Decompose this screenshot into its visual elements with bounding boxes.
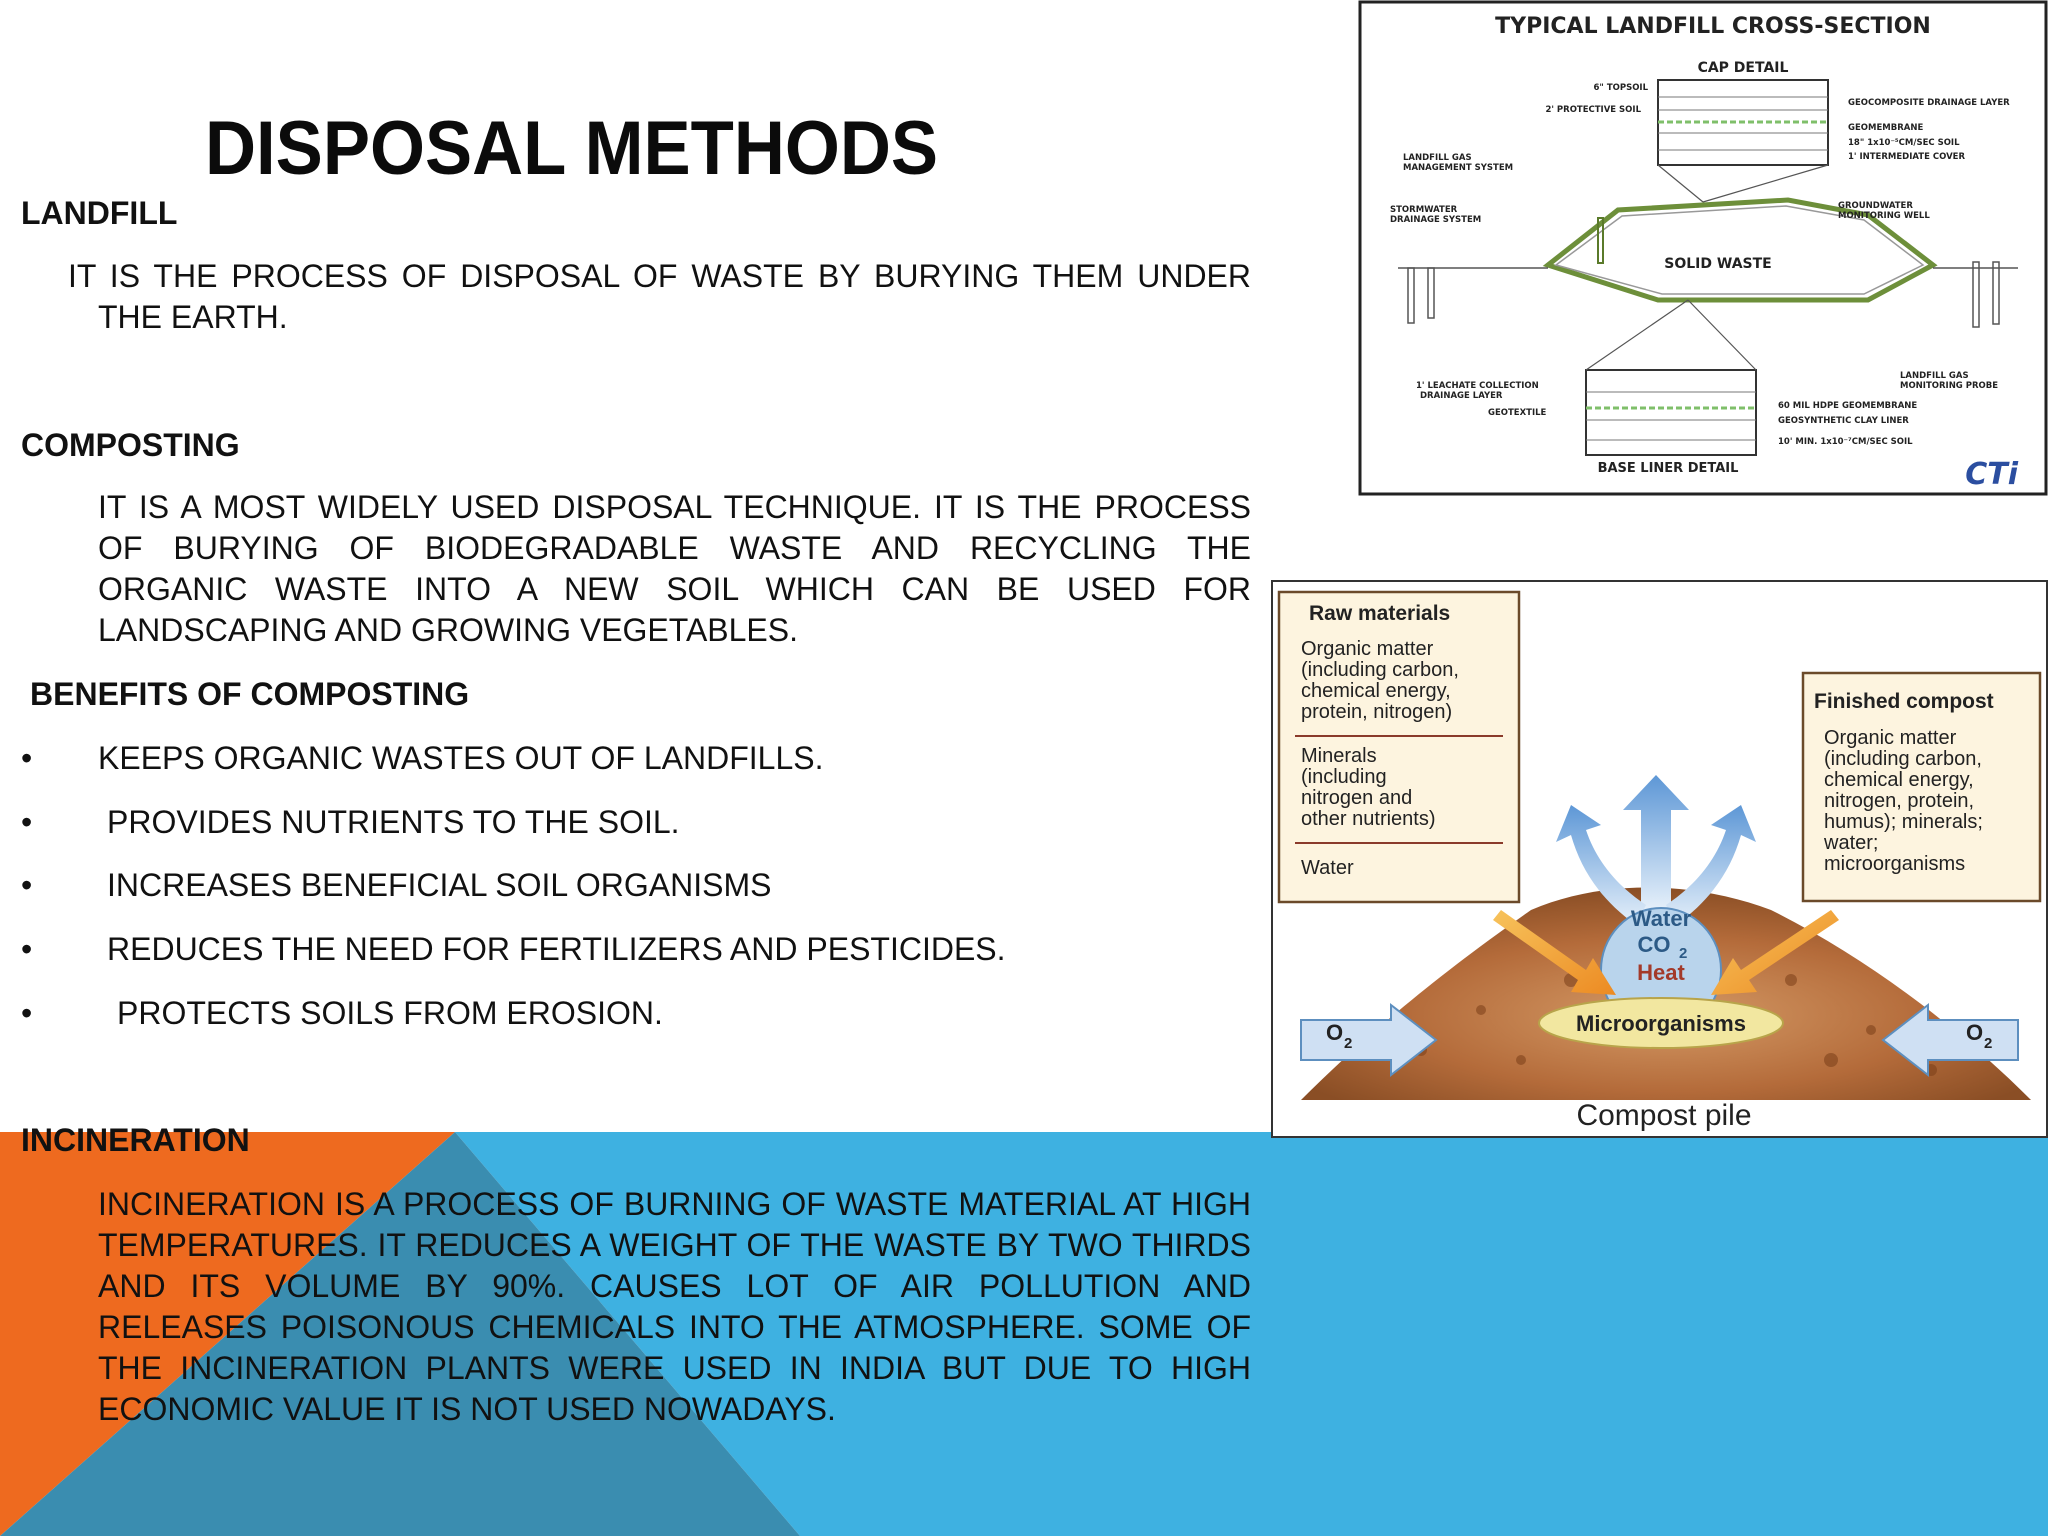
- label-geotextile: GEOTEXTILE: [1488, 408, 1547, 418]
- microorganisms-label: Microorganisms: [1576, 1011, 1746, 1036]
- label-leachate-2: DRAINAGE LAYER: [1420, 391, 1503, 401]
- label-base-soil: 10' MIN. 1x10⁻⁷CM/SEC SOIL: [1778, 437, 1913, 447]
- center-co2: CO: [1637, 932, 1671, 957]
- bullet-icon: •: [21, 740, 33, 776]
- label-gas-mgmt-1: LANDFILL GAS: [1403, 153, 1472, 163]
- raw-mineral-line: nitrogen and: [1301, 787, 1413, 809]
- bullet-icon: •: [21, 867, 33, 903]
- landfill-figure: [1358, 0, 2048, 496]
- label-topsoil: 6" TOPSOIL: [1593, 83, 1648, 93]
- center-co2-sub: 2: [1679, 945, 1688, 962]
- label-gas-probe-1: LANDFILL GAS: [1900, 371, 1969, 381]
- compost-caption: Compost pile: [1576, 1099, 1752, 1132]
- raw-organic-line: chemical energy,: [1301, 680, 1451, 702]
- label-cap-soil: 18" 1x10⁻⁵CM/SEC SOIL: [1848, 138, 1960, 148]
- label-gcl: GEOSYNTHETIC CLAY LINER: [1778, 416, 1909, 426]
- svg-text:O: [1966, 1020, 1983, 1045]
- raw-mineral-line: Minerals: [1301, 745, 1377, 767]
- o2-right: O: [1966, 1020, 1984, 1045]
- landfill-text-content: IT IS THE PROCESS OF DISPOSAL OF WASTE BY BURYING THEM UNDER THE EARTH.: [68, 258, 1251, 335]
- benefit-text: INCREASES BENEFICIAL SOIL ORGANISMS: [107, 867, 772, 903]
- label-geomembrane: GEOMEMBRANE: [1848, 123, 1924, 133]
- finished-line: nitrogen, protein,: [1824, 790, 1975, 812]
- label-stormwater-2: DRAINAGE SYSTEM: [1390, 215, 1482, 225]
- landfill-figure-title: TYPICAL LANDFILL CROSS-SECTION: [1495, 14, 1931, 39]
- finished-line: (including carbon,: [1824, 748, 1982, 770]
- raw-title: Raw materials: [1309, 602, 1451, 625]
- incineration-text: INCINERATION IS A PROCESS OF BURNING OF WASTE MATERIAL AT HIGH TEMPERATURES. IT REDUCES A WEIGHT OF THE WASTE BY TWO THIRDS AND ITS VOLUME BY 90%. CAUSES LOT OF AIR POLLUTION AND RELEASES POISONOUS CHEMICALS INTO THE ATMOSPHERE. SOME OF THE INCINERATION PLANTS WERE USED IN INDIA BUT DUE TO HIGH ECONOMIC VALUE IT IS NOT USED NOWADAYS.: [98, 1186, 1251, 1427]
- label-protective-soil: 2' PROTECTIVE SOIL: [1545, 105, 1641, 115]
- o2-left-sub: 2: [1344, 1035, 1353, 1052]
- svg-text:O: [1326, 1020, 1343, 1045]
- o2-right-sub: 2: [1984, 1035, 1993, 1052]
- label-leachate-1: 1' LEACHATE COLLECTION: [1416, 381, 1539, 391]
- finished-line: water;: [1824, 832, 1879, 854]
- label-stormwater-1: STORMWATER: [1390, 205, 1458, 215]
- landfill-text: [68, 256, 1251, 338]
- o2-left: O: [1326, 1020, 1344, 1045]
- composting-text: IT IS A MOST WIDELY USED DISPOSAL TECHNIQUE. IT IS THE PROCESS OF BURYING OF BIODEGRADABLE WASTE AND RECYCLING THE ORGANIC WASTE INTO A NEW SOIL WHICH CAN BE USED FOR LANDSCAPING AND GROWING VEGETABLES.: [98, 489, 1251, 648]
- base-liner-box: [1586, 370, 1756, 455]
- raw-water: Water: [1301, 857, 1354, 879]
- benefit-text: REDUCES THE NEED FOR FERTILIZERS AND PESTICIDES.: [107, 931, 1006, 967]
- label-gw-well-1: GROUNDWATER: [1838, 201, 1913, 211]
- benefits-heading: BENEFITS OF COMPOSTING: [30, 676, 470, 712]
- label-hdpe: 60 MIL HDPE GEOMEMBRANE: [1778, 401, 1918, 411]
- finished-line: humus); minerals;: [1824, 811, 1983, 833]
- solid-waste-label: SOLID WASTE: [1664, 256, 1772, 272]
- slide-title: DISPOSAL METHODS: [205, 106, 939, 191]
- benefit-text: PROVIDES NUTRIENTS TO THE SOIL.: [107, 804, 680, 840]
- bullet-icon: •: [21, 804, 33, 840]
- compost-figure: [1271, 580, 2048, 1138]
- bullet-icon: •: [21, 995, 33, 1031]
- finished-line: chemical energy,: [1824, 769, 1974, 791]
- benefit-text: PROTECTS SOILS FROM EROSION.: [117, 995, 663, 1031]
- raw-mineral-line: (including: [1301, 766, 1387, 788]
- finished-line: Organic matter: [1824, 727, 1957, 749]
- center-heat: Heat: [1637, 960, 1685, 985]
- composting-heading: COMPOSTING: [21, 427, 240, 463]
- finished-line: microorganisms: [1824, 853, 1966, 875]
- benefit-text: KEEPS ORGANIC WASTES OUT OF LANDFILLS.: [98, 740, 824, 776]
- svg-text:CO: [1638, 932, 1671, 957]
- raw-organic-line: Organic matter: [1301, 638, 1434, 660]
- label-geocomposite: GEOCOMPOSITE DRAINAGE LAYER: [1848, 98, 2010, 108]
- raw-organic-line: (including carbon,: [1301, 659, 1459, 681]
- landfill-heading: LANDFILL: [21, 195, 178, 231]
- center-water: Water: [1630, 906, 1692, 931]
- label-gas-probe-2: MONITORING PROBE: [1900, 381, 1999, 391]
- cap-detail-label: CAP DETAIL: [1697, 60, 1789, 76]
- label-intermediate: 1' INTERMEDIATE COVER: [1848, 152, 1966, 162]
- raw-organic-line: protein, nitrogen): [1301, 701, 1453, 723]
- cti-logo: CTi: [1965, 457, 2018, 492]
- label-gw-well-2: MONITORING WELL: [1838, 211, 1930, 221]
- base-detail-label: BASE LINER DETAIL: [1597, 461, 1739, 476]
- label-gas-mgmt-2: MANAGEMENT SYSTEM: [1403, 163, 1514, 173]
- bullet-icon: •: [21, 931, 33, 967]
- finished-title: Finished compost: [1814, 690, 1994, 713]
- incineration-heading: INCINERATION: [21, 1122, 250, 1158]
- raw-mineral-line: other nutrients): [1301, 808, 1436, 830]
